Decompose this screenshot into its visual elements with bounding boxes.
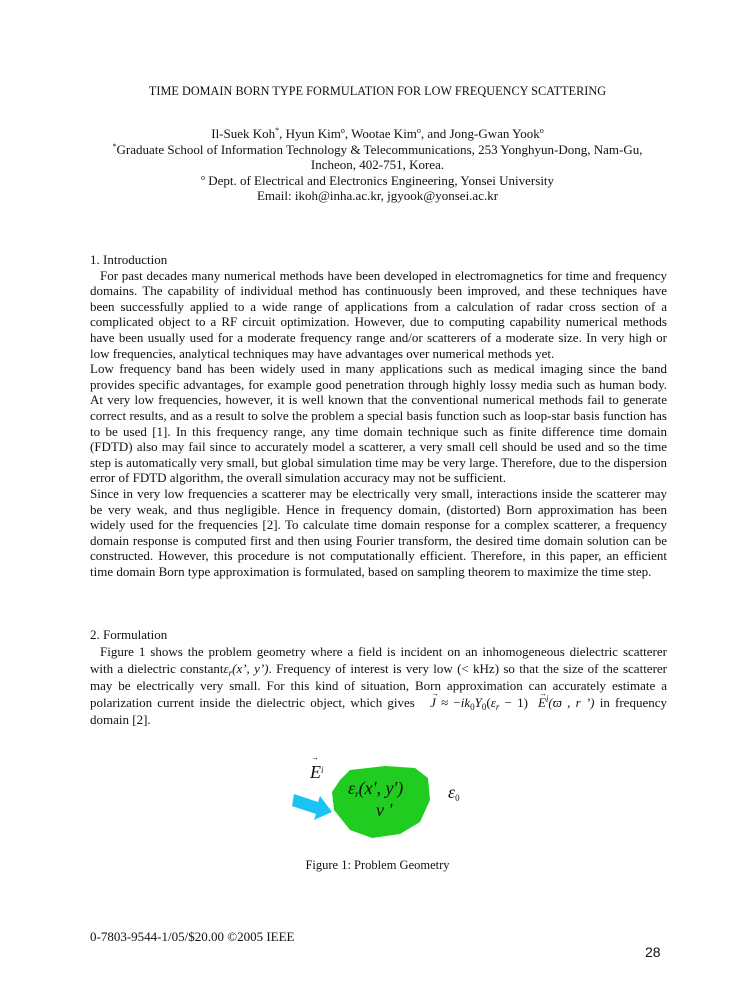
section-heading: 2. Formulation — [90, 627, 168, 642]
author-mark: * — [275, 126, 280, 135]
incident-arrow-icon — [292, 794, 332, 820]
subscript: r — [495, 701, 500, 712]
page-number: 28 — [645, 944, 661, 960]
incident-field-label — [310, 762, 324, 783]
scatterer-volume-label: v ' — [376, 800, 393, 820]
affiliation-mark: o — [200, 172, 205, 182]
author-name: Hyun Kim — [285, 126, 341, 141]
epsilon-symbol: ε — [448, 782, 456, 802]
paragraph-text: in frequency domain [2]. — [90, 694, 667, 727]
author-list — [0, 126, 755, 142]
author-separator: , and — [420, 126, 450, 141]
epsilon-symbol: ε — [490, 694, 496, 710]
section-heading: 1. Introduction — [90, 252, 168, 267]
author-block — [0, 126, 755, 204]
author-name: Jong-Gwan Yook — [449, 126, 540, 141]
author-mark: o — [539, 126, 544, 135]
subscript: 0 — [470, 701, 475, 712]
epsilon-symbol: ε — [348, 778, 356, 798]
paragraph: Since in very low frequencies a scatterer may be electrically very small, interactions inside the scatterer may be very weak, and thus negligible. Hence in frequency domain, (distorted) Born approximation has been widely used for the frequencies [2]. To calculate time domain response for a complex scatterer, a frequency domain response is computed first and then using Fourier transform, the desired time domain solution can be constructed. However, this procedure is not computationally efficient. Therefore, in this paper, an efficient time domain Born type approximation is formulated, based on sampling theorem to maximize the time step. — [90, 485, 667, 579]
vector-J: → J — [420, 694, 436, 711]
affiliation-line: Graduate School of Information Technology & Telecommunications, 253 Yonghyun-Dong, Nam-Gu, — [116, 141, 643, 157]
subscript: r — [228, 667, 233, 678]
affiliation-1 — [0, 142, 755, 158]
affiliation-1-cont: Incheon, 402-751, Korea. — [310, 157, 445, 173]
math-args: (ϖ , r ’) — [548, 694, 595, 710]
section-formulation — [90, 627, 667, 728]
math-args: (x’, y’) — [232, 660, 269, 676]
superscript: i — [321, 765, 324, 775]
email-line: Email: ikoh@inha.ac.kr, jgyook@yonsei.ac.kr — [256, 188, 499, 204]
author-separator: , — [344, 126, 352, 141]
subscript: 0 — [481, 701, 487, 712]
subscript: 0 — [455, 793, 460, 803]
math-Y: Y — [474, 694, 482, 710]
minus-one: − 1) — [499, 694, 528, 710]
scatterer-permittivity-label — [348, 778, 403, 799]
figure-caption: Figure 1: Problem Geometry — [305, 858, 450, 872]
paren: ( — [486, 694, 491, 710]
affiliation-mark: * — [112, 141, 117, 151]
background-permittivity-label — [448, 782, 460, 803]
vector-E: → E — [310, 762, 321, 783]
paragraph — [90, 643, 667, 728]
paragraph: For past decades many numerical methods have been developed in electromagnetics for time and frequency domains. The capability of individual method has continuously been improved, and these techniques have been successfully applied to a wide range of applications from a calculation of radar cross section of a complicated object to a RF circuit optimization. However, due to computing capability numerical methods have been usually used for a moderate frequency range and/or scatterers of a moderate size. In very high or low frequencies, analytical techniques may have advantages over numerical methods yet. — [90, 267, 667, 361]
math-ik: ik — [460, 694, 471, 710]
subscript: r — [355, 789, 359, 799]
author-name: Wootae Kim — [351, 126, 417, 141]
author-mark: o — [340, 126, 345, 135]
paragraph-text: Figure 1 shows the problem geometry where a field is incident on an inhomogeneous dielectric scatterer with a dielectric constant — [90, 643, 667, 676]
math-args: (x', y') — [358, 778, 404, 798]
author-mark: o — [416, 126, 421, 135]
copyright-notice: 0-7803-9544-1/05/$20.00 ©2005 IEEE — [90, 929, 295, 944]
affiliation-2 — [0, 173, 755, 189]
author-name: Il-Suek Koh — [211, 126, 276, 141]
polarization-current-equation — [420, 695, 594, 710]
approx-symbol: ≈ − — [435, 694, 461, 710]
vector-E: → E — [528, 694, 546, 711]
section-introduction — [90, 252, 667, 579]
paragraph-text: . Frequency of interest is very low (< kHz) so that the size of the scatterer may be electrically very small. For this kind of situation, Born approximation can accurately estimate a polarization current inside the dielectric object, which gives — [90, 660, 668, 710]
problem-geometry-figure — [290, 760, 490, 850]
epsilon-symbol: ε — [223, 660, 229, 676]
author-separator: , — [279, 126, 286, 141]
superscript: i — [545, 693, 549, 704]
dielectric-constant-math — [223, 661, 268, 676]
affiliation-line: Dept. of Electrical and Electronics Engineering, Yonsei University — [204, 172, 555, 188]
paper-title: TIME DOMAIN BORN TYPE FORMULATION FOR LOW FREQUENCY SCATTERING — [148, 84, 607, 98]
paragraph: Low frequency band has been widely used in many applications such as medical imaging since the band provides specific advantages, for example good penetration through highly lossy media such as human body. At very low frequencies, however, it is well known that the conventional numerical methods fail to generate correct results, and as a result to solve the problem a special basis function such as loop-star basis function has to be used [1]. In this frequency range, any time domain technique such as finite difference time domain (FDTD) also may fail since to accurately model a scatterer, a very small cell should be used and so the time step is automatically very small, but global simulation time may be very large. Therefore, due to the dispersion error of FDTD algorithm, the overall simulation accuracy may not be sufficient. — [90, 361, 667, 486]
